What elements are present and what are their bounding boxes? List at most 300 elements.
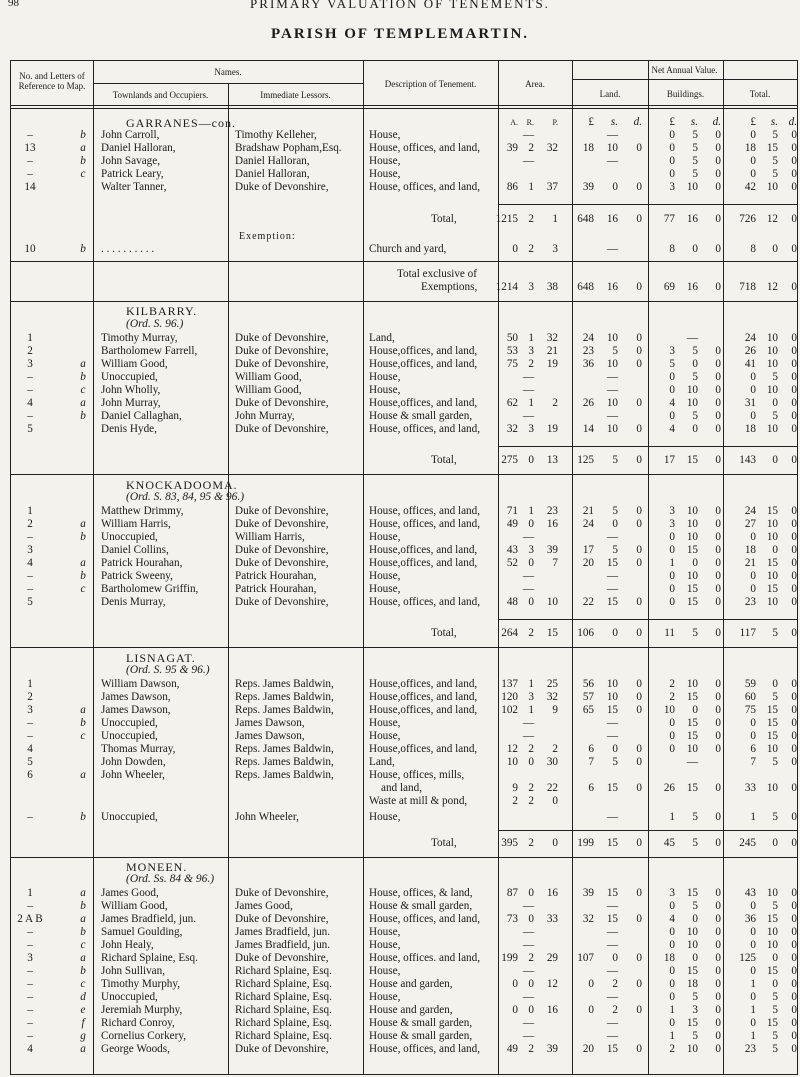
total-value-cell: 26 <box>744 345 756 357</box>
land-value-cell: — <box>606 570 618 582</box>
table-row <box>11 913 797 926</box>
running-head: PRIMARY VALUATION OF TENEMENTS. <box>250 0 550 11</box>
lessor: Duke of Devonshire, <box>235 1043 329 1055</box>
buildings-value-cell: 0 <box>715 952 721 964</box>
land-value-cell: 15 <box>606 1043 618 1055</box>
total-value-cell: 0 <box>750 531 756 543</box>
table-row <box>11 358 797 371</box>
total-value-cell: 143 <box>739 454 756 466</box>
map-number: – <box>27 978 33 990</box>
total-value-cell: 5 <box>772 811 778 823</box>
buildings-value-cell: 15 <box>686 730 698 742</box>
unit-label: s. <box>770 116 778 128</box>
land-value-cell: 0 <box>636 704 642 716</box>
land-value-cell: 10 <box>606 423 618 435</box>
land-value-cell: 20 <box>582 557 594 569</box>
total-value-cell: 0 <box>772 243 778 255</box>
total-value-cell: 10 <box>766 782 778 794</box>
area-cell: 33 <box>546 913 558 925</box>
buildings-value-cell: — <box>686 756 698 768</box>
total-value-cell: 0 <box>772 952 778 964</box>
total-value-cell: 27 <box>744 518 756 530</box>
buildings-value-cell: 10 <box>686 926 698 938</box>
total-value-cell: 5 <box>772 756 778 768</box>
lessor: John Murray, <box>235 410 295 422</box>
townland-name: MONEEN. <box>126 860 188 874</box>
map-number: – <box>27 939 33 951</box>
buildings-value-cell: 10 <box>686 384 698 396</box>
buildings-value-cell: 0 <box>715 345 721 357</box>
header-rule <box>572 79 797 80</box>
land-value-cell: 0 <box>636 213 642 225</box>
description: House, <box>369 384 401 396</box>
land-value-cell: 65 <box>582 704 594 716</box>
description: House,offices, and land, <box>369 691 478 703</box>
area-cell: 2 <box>528 243 534 255</box>
description: House, <box>369 155 401 167</box>
section-rule <box>11 857 797 858</box>
total-value-cell: 0 <box>791 837 797 849</box>
description: House, offices. and land, <box>369 952 481 964</box>
total-value-cell: 0 <box>791 570 797 582</box>
total-value-cell: 18 <box>744 142 756 154</box>
total-value-cell: 10 <box>766 596 778 608</box>
header-area: Area. <box>525 79 545 89</box>
buildings-value-cell: 0 <box>692 704 698 716</box>
map-letter: b <box>80 129 86 141</box>
area-cell: 0 <box>528 887 534 899</box>
total-value-cell: 12 <box>766 281 778 293</box>
header-names: Names. <box>214 67 242 77</box>
total-value-cell: 0 <box>791 1043 797 1055</box>
area-cell: 2 <box>552 397 558 409</box>
total-value-cell: 0 <box>750 168 756 180</box>
buildings-value-cell: 0 <box>715 678 721 690</box>
land-value-cell: 0 <box>636 887 642 899</box>
land-value-cell: 648 <box>577 213 594 225</box>
map-number: – <box>27 531 33 543</box>
map-number: 2 <box>27 345 33 357</box>
buildings-value-cell: 4 <box>669 913 675 925</box>
excl-total-row <box>11 281 797 294</box>
total-value-cell: 15 <box>766 557 778 569</box>
description: House,offices, and land, <box>369 397 478 409</box>
total-row <box>11 454 797 467</box>
buildings-value-cell: 5 <box>692 1030 698 1042</box>
land-value-cell: — <box>606 939 618 951</box>
buildings-value-cell: 1 <box>669 557 675 569</box>
lessor: William Good, <box>235 384 302 396</box>
area-cell: 32 <box>546 332 558 344</box>
land-value-cell: 2 <box>612 1004 618 1016</box>
table-row <box>11 181 797 194</box>
land-value-cell: 39 <box>582 181 594 193</box>
lessor: Duke of Devonshire, <box>235 913 329 925</box>
land-value-cell: — <box>606 991 618 1003</box>
total-value-cell: 0 <box>791 1017 797 1029</box>
area-cell: 43 <box>506 544 518 556</box>
land-value-cell: — <box>606 1030 618 1042</box>
occupier: . . . . . . . . . . <box>101 243 155 255</box>
map-letter: b <box>80 717 86 729</box>
buildings-value-cell: 0 <box>669 155 675 167</box>
map-letter: g <box>80 1030 86 1042</box>
total-value-cell: 12 <box>766 213 778 225</box>
total-value-cell: 75 <box>744 704 756 716</box>
header-rule <box>11 108 797 109</box>
total-value-cell: 18 <box>744 544 756 556</box>
area-cell: 15 <box>546 627 558 639</box>
excl-label: Exemptions, <box>421 281 478 293</box>
land-value-cell: 7 <box>588 756 594 768</box>
area-cell: 1 <box>528 397 534 409</box>
section-rule <box>11 261 797 262</box>
buildings-value-cell: 5 <box>692 627 698 639</box>
sum-rule <box>648 446 723 447</box>
total-value-cell: 23 <box>744 1043 756 1055</box>
buildings-value-cell: 1 <box>669 811 675 823</box>
total-value-cell: 1 <box>750 978 756 990</box>
map-letter: b <box>80 811 86 823</box>
lessor: Reps. James Baldwin, <box>235 691 334 703</box>
land-value-cell: 5 <box>612 756 618 768</box>
sum-rule <box>572 619 648 620</box>
area-cell: 0 <box>512 1004 518 1016</box>
total-value-cell: 0 <box>791 900 797 912</box>
buildings-value-cell: 0 <box>715 978 721 990</box>
area-cell: 22 <box>546 782 558 794</box>
lessor: James Bradfield, jun. <box>235 939 331 951</box>
total-value-cell: 15 <box>766 505 778 517</box>
buildings-value-cell: 16 <box>686 281 698 293</box>
total-value-cell: 43 <box>744 887 756 899</box>
total-value-cell: 0 <box>791 423 797 435</box>
map-letter: b <box>80 243 86 255</box>
table-row <box>11 332 797 345</box>
buildings-value-cell: 10 <box>686 505 698 517</box>
land-value-cell: 5 <box>612 544 618 556</box>
buildings-value-cell: 0 <box>669 544 675 556</box>
total-value-cell: 0 <box>750 384 756 396</box>
total-value-cell: 0 <box>791 454 797 466</box>
map-letter: c <box>80 730 86 742</box>
total-value-cell: 15 <box>766 583 778 595</box>
total-label: Total, <box>431 454 457 466</box>
occupier: Samuel Goulding, <box>101 926 183 938</box>
description: House, <box>369 531 401 543</box>
lessor: Timothy Kelleher, <box>235 129 317 141</box>
area-cell: 2 <box>528 213 534 225</box>
land-value-cell: 125 <box>577 454 594 466</box>
description: House & small garden, <box>369 1017 473 1029</box>
description: House,offices, and land, <box>369 678 478 690</box>
map-letter: c <box>80 978 86 990</box>
occupier: John Carroll, <box>101 129 160 141</box>
land-value-cell: 0 <box>636 142 642 154</box>
total-value-cell: 0 <box>791 1004 797 1016</box>
map-letter: c <box>80 583 86 595</box>
buildings-value-cell: 0 <box>669 730 675 742</box>
area-cell: 10 <box>506 756 518 768</box>
buildings-value-cell: — <box>686 332 698 344</box>
excl-label-row <box>11 268 797 281</box>
lessor: James Good, <box>235 900 293 912</box>
occupier: Richard Splaine, Esq. <box>101 952 198 964</box>
buildings-value-cell: 15 <box>686 965 698 977</box>
buildings-value-cell: 0 <box>669 384 675 396</box>
sum-rule <box>498 204 572 205</box>
valuation-table <box>10 60 798 1075</box>
ordnance-ref: (Ord. Ss. 84 & 96.) <box>126 873 215 885</box>
sum-rule <box>723 830 797 831</box>
area-cell: 13 <box>546 454 558 466</box>
table-row <box>11 397 797 410</box>
description: House, offices, and land, <box>369 596 481 608</box>
header-total: Total. <box>749 89 771 99</box>
lessor: Richard Splaine, Esq. <box>235 1017 332 1029</box>
buildings-value-cell: 15 <box>686 1017 698 1029</box>
total-value-cell: 7 <box>750 756 756 768</box>
table-row <box>11 756 797 769</box>
unit-label: d. <box>633 116 642 128</box>
header-townlands: Townlands and Occupiers. <box>112 90 209 100</box>
total-value-cell: 0 <box>791 505 797 517</box>
total-value-cell: 0 <box>791 1030 797 1042</box>
area-cell: 137 <box>501 678 518 690</box>
area-cell: — <box>522 384 534 396</box>
lessor: Duke of Devonshire, <box>235 505 329 517</box>
area-cell: 2 <box>528 142 534 154</box>
occupier: Daniel Callaghan, <box>101 410 182 422</box>
occupier: James Dawson, <box>101 704 171 716</box>
map-number: 3 <box>27 358 33 370</box>
buildings-value-cell: 0 <box>669 596 675 608</box>
map-number: 1 <box>27 332 33 344</box>
total-value-cell: 718 <box>739 281 756 293</box>
description: House, <box>369 717 401 729</box>
buildings-value-cell: 0 <box>669 743 675 755</box>
land-value-cell: 39 <box>582 887 594 899</box>
map-number: 5 <box>27 756 33 768</box>
land-value-cell: 15 <box>606 887 618 899</box>
total-value-cell: 0 <box>750 717 756 729</box>
table-row <box>11 423 797 436</box>
area-cell: 275 <box>501 454 518 466</box>
occupier: James Bradfield, jun. <box>101 913 197 925</box>
total-value-cell: 15 <box>766 704 778 716</box>
sum-rule <box>723 204 797 205</box>
buildings-value-cell: 0 <box>715 1017 721 1029</box>
buildings-value-cell: 0 <box>715 900 721 912</box>
buildings-value-cell: 3 <box>669 887 675 899</box>
buildings-value-cell: 0 <box>715 142 721 154</box>
description: Land, <box>369 756 395 768</box>
area-cell: 3 <box>528 544 534 556</box>
area-cell: — <box>522 531 534 543</box>
area-cell: 49 <box>506 1043 518 1055</box>
map-number: 3 <box>27 544 33 556</box>
land-value-cell: 0 <box>612 743 618 755</box>
buildings-value-cell: 0 <box>669 991 675 1003</box>
total-value-cell: 0 <box>791 345 797 357</box>
sum-rule <box>498 830 572 831</box>
total-value-cell: 0 <box>750 570 756 582</box>
description: House, offices, and land, <box>369 505 481 517</box>
area-cell: 53 <box>506 345 518 357</box>
land-value-cell: — <box>606 583 618 595</box>
area-cell: 1 <box>528 181 534 193</box>
map-number: – <box>27 991 33 1003</box>
buildings-value-cell: 5 <box>669 358 675 370</box>
area-cell: 29 <box>546 952 558 964</box>
table-row <box>11 505 797 518</box>
total-value-cell: 0 <box>750 730 756 742</box>
area-cell: 73 <box>506 913 518 925</box>
land-value-cell: 0 <box>636 423 642 435</box>
table-row <box>11 691 797 704</box>
table-row <box>11 717 797 730</box>
land-value-cell: 5 <box>612 345 618 357</box>
buildings-value-cell: 3 <box>669 505 675 517</box>
total-label: Total, <box>431 837 457 849</box>
buildings-value-cell: 0 <box>669 142 675 154</box>
lessor: James Dawson, <box>235 717 305 729</box>
total-value-cell: 0 <box>772 837 778 849</box>
land-value-cell: — <box>606 900 618 912</box>
townland-name: LISNAGAT. <box>126 651 196 665</box>
lessor: Richard Splaine, Esq. <box>235 965 332 977</box>
table-row <box>11 155 797 168</box>
table-row <box>11 1043 797 1056</box>
buildings-value-cell: 0 <box>715 518 721 530</box>
area-cell: 86 <box>506 181 518 193</box>
total-row <box>11 837 797 850</box>
area-cell: 62 <box>506 397 518 409</box>
land-value-cell: 15 <box>606 704 618 716</box>
lessor: Duke of Devonshire, <box>235 596 329 608</box>
land-value-cell: 36 <box>582 358 594 370</box>
map-number: – <box>27 155 33 167</box>
ordnance-ref: (Ord. S. 96.) <box>126 318 184 330</box>
total-value-cell: 0 <box>791 717 797 729</box>
map-number: 4 <box>27 1043 33 1055</box>
buildings-value-cell: 0 <box>715 691 721 703</box>
land-value-cell: 15 <box>606 557 618 569</box>
sum-rule <box>648 619 723 620</box>
land-value-cell: 648 <box>577 281 594 293</box>
header-description: Description of Tenement. <box>384 79 477 89</box>
buildings-value-cell: 0 <box>715 371 721 383</box>
area-cell: — <box>522 991 534 1003</box>
area-cell: 0 <box>528 454 534 466</box>
area-cell: 38 <box>546 281 558 293</box>
map-letter: c <box>80 939 86 951</box>
buildings-value-cell: 10 <box>686 1043 698 1055</box>
occupier: Patrick Sweeny, <box>101 570 173 582</box>
description: House, offices, and land, <box>369 913 481 925</box>
description: House,offices, and land, <box>369 358 478 370</box>
land-value-cell: 0 <box>636 596 642 608</box>
occupier: Patrick Leary, <box>101 168 164 180</box>
total-value-cell: 24 <box>744 505 756 517</box>
land-value-cell: 22 <box>582 596 594 608</box>
buildings-value-cell: 1 <box>669 1030 675 1042</box>
map-number: – <box>27 583 33 595</box>
land-value-cell: 0 <box>636 557 642 569</box>
table-row <box>11 168 797 181</box>
table-row <box>11 371 797 384</box>
occupier: James Good, <box>101 887 159 899</box>
lessor: Reps. James Baldwin, <box>235 743 334 755</box>
total-value-cell: 10 <box>766 384 778 396</box>
description: House, offices, & land, <box>369 887 473 899</box>
map-letter: a <box>80 769 86 781</box>
land-value-cell: 0 <box>636 782 642 794</box>
total-label: Total, <box>431 627 457 639</box>
lessor: Daniel Halloran, <box>235 168 310 180</box>
buildings-value-cell: 0 <box>692 243 698 255</box>
total-value-cell: 0 <box>791 332 797 344</box>
total-value-cell: 21 <box>744 557 756 569</box>
total-value-cell: 0 <box>791 991 797 1003</box>
area-cell: 2 <box>528 743 534 755</box>
map-letter: b <box>80 531 86 543</box>
area-cell: 2 <box>552 743 558 755</box>
total-value-cell: 0 <box>791 678 797 690</box>
total-value-cell: 245 <box>739 837 756 849</box>
land-value-cell: 199 <box>577 837 594 849</box>
buildings-value-cell: 0 <box>692 557 698 569</box>
map-number: – <box>27 900 33 912</box>
buildings-value-cell: 5 <box>692 345 698 357</box>
sum-rule <box>498 619 572 620</box>
area-cell: 0 <box>528 518 534 530</box>
buildings-value-cell: 0 <box>669 168 675 180</box>
buildings-value-cell: 45 <box>663 837 675 849</box>
area-cell: 87 <box>506 887 518 899</box>
header-ref: No. and Letters of Reference to Map. <box>18 71 86 91</box>
occupier: Walter Tanner, <box>101 181 167 193</box>
buildings-value-cell: 0 <box>715 531 721 543</box>
occupier: John Healy, <box>101 939 154 951</box>
description: House, <box>369 570 401 582</box>
map-number: 4 <box>27 743 33 755</box>
occupier: Unoccupied, <box>101 991 158 1003</box>
area-cell: 21 <box>546 345 558 357</box>
area-cell: 32 <box>506 423 518 435</box>
table-row <box>11 926 797 939</box>
table-row <box>11 1017 797 1030</box>
land-value-cell: 107 <box>577 952 594 964</box>
total-value-cell: 10 <box>766 926 778 938</box>
land-value-cell: — <box>606 155 618 167</box>
total-value-cell: 1 <box>750 811 756 823</box>
occupier: Bartholomew Farrell, <box>101 345 198 357</box>
area-cell: 2 <box>528 952 534 964</box>
map-number: 1 <box>27 887 33 899</box>
table-row <box>11 345 797 358</box>
lessor: Duke of Devonshire, <box>235 557 329 569</box>
buildings-value-cell: 10 <box>686 518 698 530</box>
total-value-cell: 0 <box>791 952 797 964</box>
buildings-value-cell: 0 <box>715 1043 721 1055</box>
buildings-value-cell: 0 <box>715 991 721 1003</box>
total-value-cell: 0 <box>791 384 797 396</box>
land-value-cell: 15 <box>606 782 618 794</box>
total-row <box>11 627 797 640</box>
buildings-value-cell: 0 <box>715 213 721 225</box>
area-cell: — <box>522 129 534 141</box>
